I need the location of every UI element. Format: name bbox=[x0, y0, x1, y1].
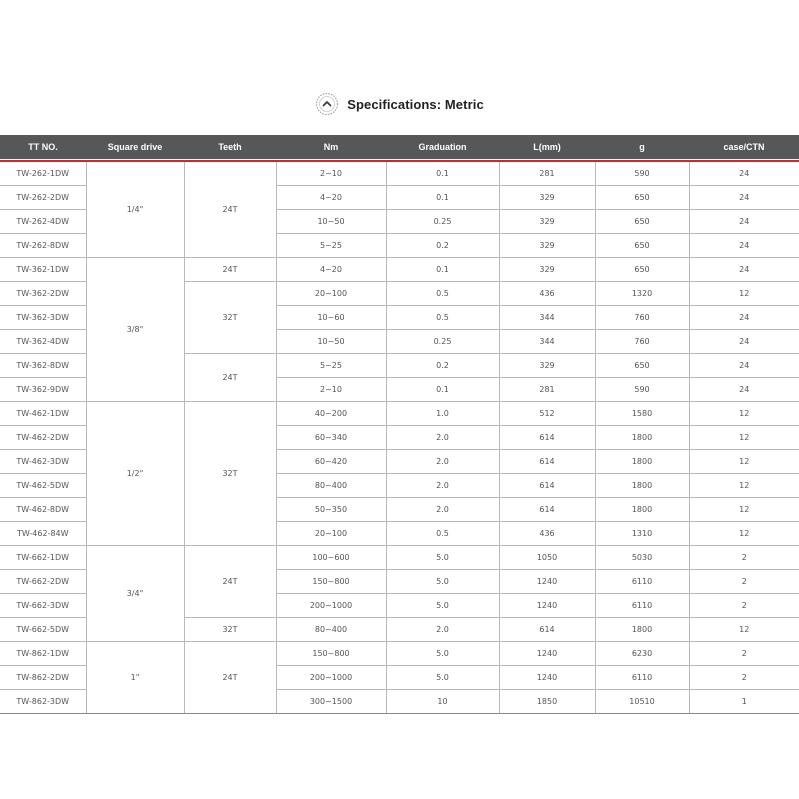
graduation-cell: 0.2 bbox=[386, 354, 499, 378]
teeth-cell: 24T bbox=[184, 546, 276, 618]
page-title: Specifications: Metric bbox=[347, 96, 484, 112]
section-heading bbox=[0, 90, 799, 118]
square-drive-cell: 1/4" bbox=[86, 161, 184, 258]
graduation-cell: 0.2 bbox=[386, 234, 499, 258]
graduation-cell: 5.0 bbox=[386, 570, 499, 594]
length-cell: 1240 bbox=[499, 594, 595, 618]
length-cell: 344 bbox=[499, 306, 595, 330]
graduation-cell: 2.0 bbox=[386, 450, 499, 474]
teeth-cell: 24T bbox=[184, 642, 276, 714]
tt-no-cell: TW-862-3DW bbox=[0, 690, 86, 714]
weight-cell: 1800 bbox=[595, 474, 689, 498]
case-ctn-cell: 24 bbox=[689, 306, 799, 330]
case-ctn-cell: 12 bbox=[689, 474, 799, 498]
case-ctn-cell: 24 bbox=[689, 258, 799, 282]
case-ctn-cell: 24 bbox=[689, 330, 799, 354]
tt-no-cell: TW-262-8DW bbox=[0, 234, 86, 258]
square-drive-cell: 3/4" bbox=[86, 546, 184, 642]
nm-range-cell: 2~10 bbox=[276, 161, 386, 186]
nm-range-cell: 5~25 bbox=[276, 354, 386, 378]
weight-cell: 760 bbox=[595, 330, 689, 354]
weight-cell: 760 bbox=[595, 306, 689, 330]
table-row bbox=[0, 642, 799, 666]
graduation-cell: 0.25 bbox=[386, 330, 499, 354]
weight-cell: 6110 bbox=[595, 666, 689, 690]
weight-cell: 1800 bbox=[595, 426, 689, 450]
tt-no-cell: TW-862-2DW bbox=[0, 666, 86, 690]
weight-cell: 1800 bbox=[595, 498, 689, 522]
nm-range-cell: 10~50 bbox=[276, 210, 386, 234]
length-cell: 281 bbox=[499, 161, 595, 186]
length-cell: 329 bbox=[499, 258, 595, 282]
nm-range-cell: 200~1000 bbox=[276, 666, 386, 690]
square-drive-cell: 1/2" bbox=[86, 402, 184, 546]
case-ctn-cell: 1 bbox=[689, 690, 799, 714]
graduation-cell: 0.25 bbox=[386, 210, 499, 234]
teeth-cell: 24T bbox=[184, 258, 276, 282]
graduation-cell: 5.0 bbox=[386, 666, 499, 690]
column-header-weight: g bbox=[595, 135, 689, 160]
length-cell: 614 bbox=[499, 618, 595, 642]
nm-range-cell: 50~350 bbox=[276, 498, 386, 522]
graduation-cell: 1.0 bbox=[386, 402, 499, 426]
graduation-cell: 0.5 bbox=[386, 306, 499, 330]
teeth-cell: 32T bbox=[184, 282, 276, 354]
tt-no-cell: TW-662-2DW bbox=[0, 570, 86, 594]
teeth-cell: 32T bbox=[184, 402, 276, 546]
length-cell: 1850 bbox=[499, 690, 595, 714]
weight-cell: 10510 bbox=[595, 690, 689, 714]
case-ctn-cell: 12 bbox=[689, 618, 799, 642]
teeth-cell: 32T bbox=[184, 618, 276, 642]
case-ctn-cell: 24 bbox=[689, 186, 799, 210]
weight-cell: 590 bbox=[595, 378, 689, 402]
tt-no-cell: TW-362-9DW bbox=[0, 378, 86, 402]
nm-range-cell: 5~25 bbox=[276, 234, 386, 258]
nm-range-cell: 100~600 bbox=[276, 546, 386, 570]
graduation-cell: 2.0 bbox=[386, 474, 499, 498]
weight-cell: 6110 bbox=[595, 570, 689, 594]
case-ctn-cell: 2 bbox=[689, 666, 799, 690]
weight-cell: 650 bbox=[595, 258, 689, 282]
graduation-cell: 2.0 bbox=[386, 498, 499, 522]
column-header-square-drive: Square drive bbox=[86, 135, 184, 160]
weight-cell: 650 bbox=[595, 354, 689, 378]
nm-range-cell: 60~420 bbox=[276, 450, 386, 474]
length-cell: 436 bbox=[499, 282, 595, 306]
graduation-cell: 0.5 bbox=[386, 522, 499, 546]
tt-no-cell: TW-462-1DW bbox=[0, 402, 86, 426]
table-header bbox=[0, 135, 799, 161]
square-drive-cell: 1" bbox=[86, 642, 184, 714]
tt-no-cell: TW-462-2DW bbox=[0, 426, 86, 450]
tt-no-cell: TW-862-1DW bbox=[0, 642, 86, 666]
graduation-cell: 10 bbox=[386, 690, 499, 714]
graduation-cell: 5.0 bbox=[386, 546, 499, 570]
case-ctn-cell: 2 bbox=[689, 570, 799, 594]
column-header-graduation: Graduation bbox=[386, 135, 499, 160]
tt-no-cell: TW-262-4DW bbox=[0, 210, 86, 234]
chevron-up-circle-icon bbox=[315, 92, 339, 116]
nm-range-cell: 150~800 bbox=[276, 642, 386, 666]
nm-range-cell: 10~50 bbox=[276, 330, 386, 354]
length-cell: 329 bbox=[499, 186, 595, 210]
weight-cell: 1800 bbox=[595, 450, 689, 474]
length-cell: 512 bbox=[499, 402, 595, 426]
length-cell: 281 bbox=[499, 378, 595, 402]
table-row bbox=[0, 546, 799, 570]
length-cell: 436 bbox=[499, 522, 595, 546]
graduation-cell: 0.1 bbox=[386, 378, 499, 402]
nm-range-cell: 10~60 bbox=[276, 306, 386, 330]
nm-range-cell: 20~100 bbox=[276, 282, 386, 306]
tt-no-cell: TW-362-3DW bbox=[0, 306, 86, 330]
table-row bbox=[0, 402, 799, 426]
header-row bbox=[0, 135, 799, 160]
column-header-nm: Nm bbox=[276, 135, 386, 160]
case-ctn-cell: 2 bbox=[689, 546, 799, 570]
table-body bbox=[0, 161, 799, 714]
tt-no-cell: TW-662-3DW bbox=[0, 594, 86, 618]
tt-no-cell: TW-462-3DW bbox=[0, 450, 86, 474]
graduation-cell: 0.1 bbox=[386, 258, 499, 282]
graduation-cell: 0.5 bbox=[386, 282, 499, 306]
graduation-cell: 0.1 bbox=[386, 161, 499, 186]
tt-no-cell: TW-462-84W bbox=[0, 522, 86, 546]
case-ctn-cell: 12 bbox=[689, 498, 799, 522]
specifications-table bbox=[0, 135, 799, 714]
nm-range-cell: 4~20 bbox=[276, 258, 386, 282]
table-row bbox=[0, 258, 799, 282]
case-ctn-cell: 2 bbox=[689, 594, 799, 618]
weight-cell: 6110 bbox=[595, 594, 689, 618]
case-ctn-cell: 12 bbox=[689, 450, 799, 474]
length-cell: 614 bbox=[499, 450, 595, 474]
length-cell: 614 bbox=[499, 426, 595, 450]
tt-no-cell: TW-362-4DW bbox=[0, 330, 86, 354]
nm-range-cell: 200~1000 bbox=[276, 594, 386, 618]
length-cell: 614 bbox=[499, 474, 595, 498]
nm-range-cell: 150~800 bbox=[276, 570, 386, 594]
graduation-cell: 2.0 bbox=[386, 618, 499, 642]
length-cell: 1240 bbox=[499, 666, 595, 690]
case-ctn-cell: 12 bbox=[689, 402, 799, 426]
column-header-length: L(mm) bbox=[499, 135, 595, 160]
case-ctn-cell: 24 bbox=[689, 234, 799, 258]
case-ctn-cell: 24 bbox=[689, 161, 799, 186]
graduation-cell: 5.0 bbox=[386, 594, 499, 618]
weight-cell: 590 bbox=[595, 161, 689, 186]
case-ctn-cell: 24 bbox=[689, 378, 799, 402]
weight-cell: 1580 bbox=[595, 402, 689, 426]
graduation-cell: 5.0 bbox=[386, 642, 499, 666]
length-cell: 329 bbox=[499, 354, 595, 378]
nm-range-cell: 40~200 bbox=[276, 402, 386, 426]
case-ctn-cell: 2 bbox=[689, 642, 799, 666]
length-cell: 1240 bbox=[499, 642, 595, 666]
graduation-cell: 2.0 bbox=[386, 426, 499, 450]
weight-cell: 1320 bbox=[595, 282, 689, 306]
nm-range-cell: 80~400 bbox=[276, 618, 386, 642]
length-cell: 329 bbox=[499, 210, 595, 234]
column-header-case-ctn: case/CTN bbox=[689, 135, 799, 160]
tt-no-cell: TW-462-8DW bbox=[0, 498, 86, 522]
length-cell: 1240 bbox=[499, 570, 595, 594]
table-row bbox=[0, 161, 799, 186]
column-header-teeth: Teeth bbox=[184, 135, 276, 160]
case-ctn-cell: 12 bbox=[689, 522, 799, 546]
tt-no-cell: TW-362-2DW bbox=[0, 282, 86, 306]
case-ctn-cell: 12 bbox=[689, 282, 799, 306]
weight-cell: 1310 bbox=[595, 522, 689, 546]
nm-range-cell: 20~100 bbox=[276, 522, 386, 546]
weight-cell: 650 bbox=[595, 234, 689, 258]
teeth-cell: 24T bbox=[184, 161, 276, 258]
length-cell: 1050 bbox=[499, 546, 595, 570]
tt-no-cell: TW-662-5DW bbox=[0, 618, 86, 642]
case-ctn-cell: 12 bbox=[689, 426, 799, 450]
weight-cell: 5030 bbox=[595, 546, 689, 570]
nm-range-cell: 60~340 bbox=[276, 426, 386, 450]
length-cell: 329 bbox=[499, 234, 595, 258]
case-ctn-cell: 24 bbox=[689, 210, 799, 234]
tt-no-cell: TW-362-8DW bbox=[0, 354, 86, 378]
tt-no-cell: TW-362-1DW bbox=[0, 258, 86, 282]
graduation-cell: 0.1 bbox=[386, 186, 499, 210]
tt-no-cell: TW-662-1DW bbox=[0, 546, 86, 570]
length-cell: 614 bbox=[499, 498, 595, 522]
case-ctn-cell: 24 bbox=[689, 354, 799, 378]
tt-no-cell: TW-462-5DW bbox=[0, 474, 86, 498]
length-cell: 344 bbox=[499, 330, 595, 354]
tt-no-cell: TW-262-1DW bbox=[0, 161, 86, 186]
weight-cell: 6230 bbox=[595, 642, 689, 666]
column-header-tt-no: TT NO. bbox=[0, 135, 86, 160]
tt-no-cell: TW-262-2DW bbox=[0, 186, 86, 210]
nm-range-cell: 80~400 bbox=[276, 474, 386, 498]
weight-cell: 1800 bbox=[595, 618, 689, 642]
nm-range-cell: 4~20 bbox=[276, 186, 386, 210]
weight-cell: 650 bbox=[595, 210, 689, 234]
nm-range-cell: 2~10 bbox=[276, 378, 386, 402]
nm-range-cell: 300~1500 bbox=[276, 690, 386, 714]
weight-cell: 650 bbox=[595, 186, 689, 210]
teeth-cell: 24T bbox=[184, 354, 276, 402]
square-drive-cell: 3/8" bbox=[86, 258, 184, 402]
